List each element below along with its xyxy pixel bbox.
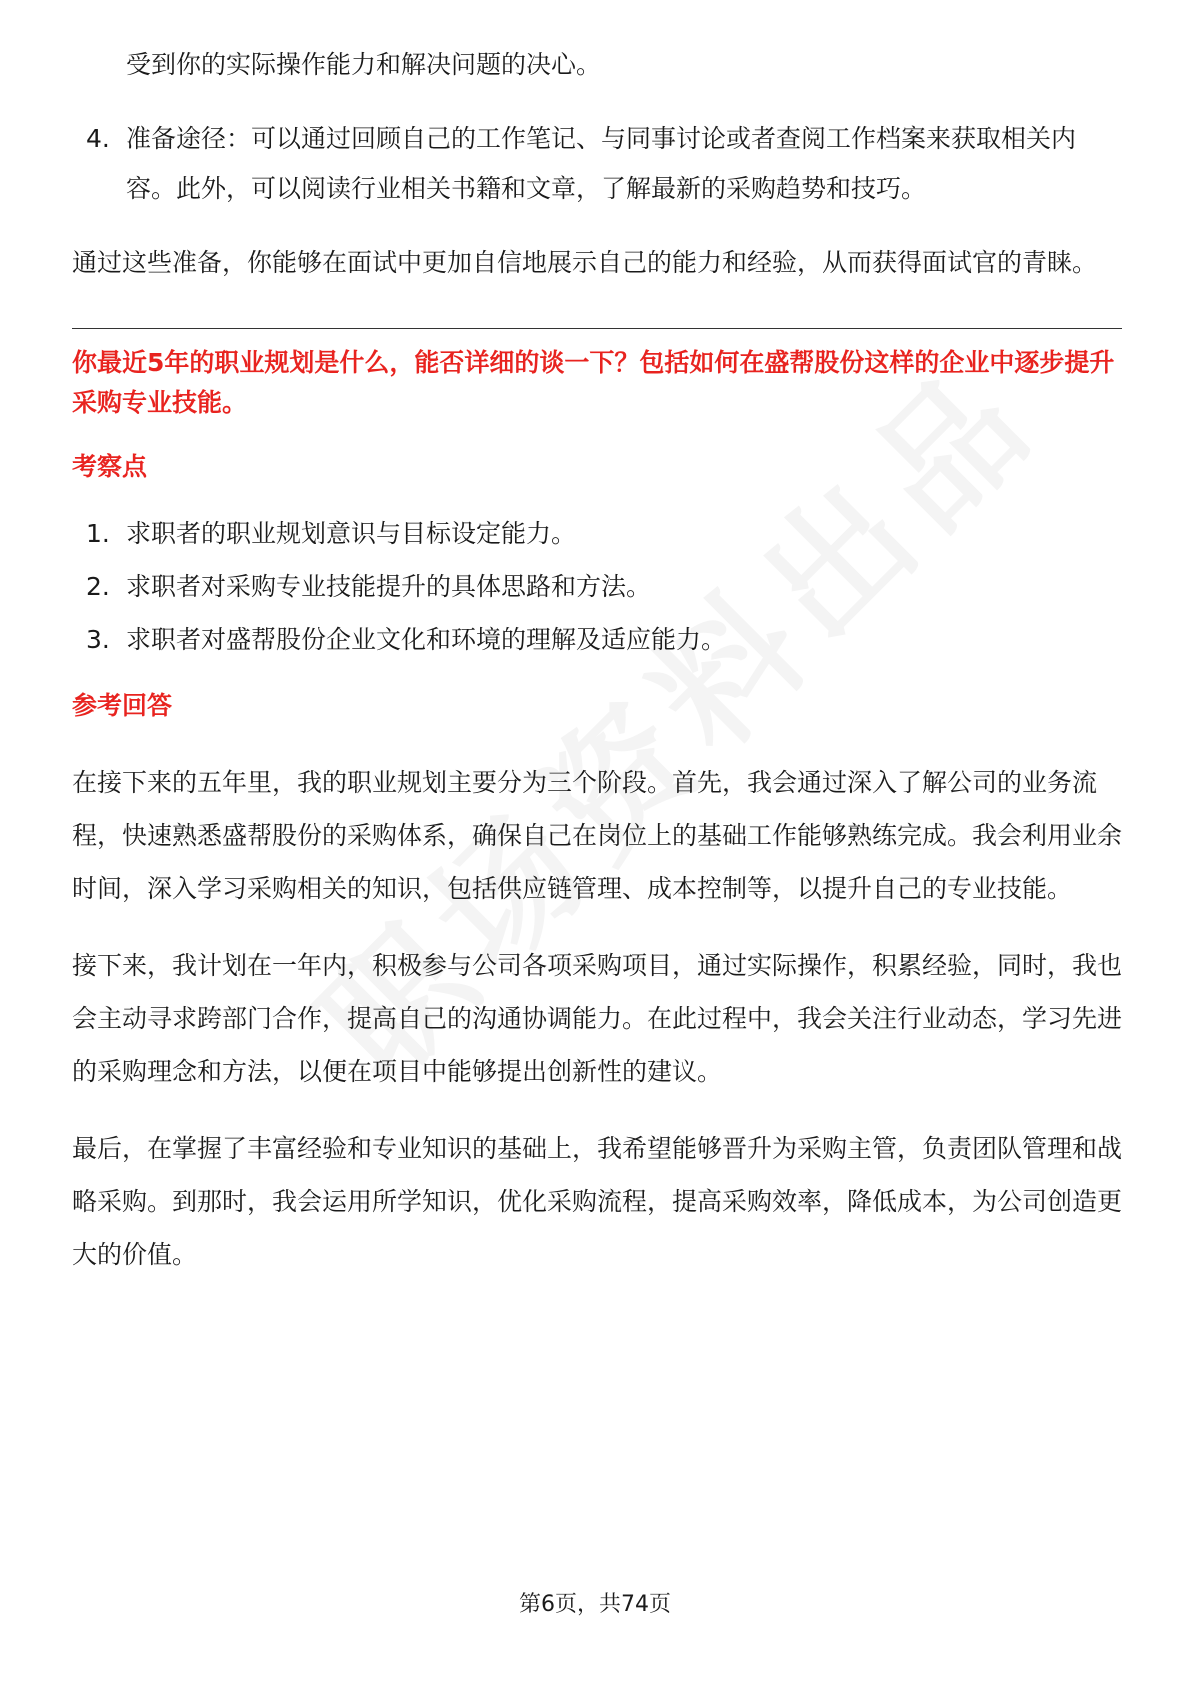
intro-continuation: 受到你的实际操作能力和解决问题的决心。 [126, 50, 602, 79]
list-item [72, 507, 1122, 560]
list-number: 1. [86, 519, 110, 548]
answer-paragraph: 最后，在掌握了丰富经验和专业知识的基础上，我希望能够晋升为采购主管，负责团队管理和战略采购。到那时，我会运用所学知识，优化采购流程，提高采购效率，降低成本，为公司创造更大的价值。 [72, 1134, 1123, 1269]
page-footer: 第6页，共74页 [519, 1592, 671, 1617]
answer-paragraph: 在接下来的五年里，我的职业规划主要分为三个阶段。首先，我会通过深入了解公司的业务流程，快速熟悉盛帮股份的采购体系，确保自己在岗位上的基础工作能够熟练完成。我会利用业余时间，深入学习采购相关的知识，包括供应链管理、成本控制等，以提升自己的专业技能。 [72, 768, 1123, 903]
section-divider [72, 328, 1122, 329]
list-text: 求职者的职业规划意识与目标设定能力。 [126, 519, 577, 548]
list-item [72, 560, 1122, 613]
exam-points-list [72, 507, 1122, 666]
reference-answer-heading: 参考回答 [72, 691, 173, 720]
list-text: 求职者对盛帮股份企业文化和环境的理解及适应能力。 [126, 625, 727, 654]
list-number: 4. [86, 124, 110, 153]
exam-points-heading: 考察点 [72, 452, 148, 481]
prev-list [72, 114, 1122, 214]
conclusion-paragraph: 通过这些准备，你能够在面试中更加自信地展示自己的能力和经验，从而获得面试官的青睐。 [72, 248, 1098, 277]
list-text: 求职者对采购专业技能提升的具体思路和方法。 [126, 572, 652, 601]
answer-paragraph: 接下来，我计划在一年内，积极参与公司各项采购项目，通过实际操作，积累经验，同时，我也会主动寻求跨部门合作，提高自己的沟通协调能力。在此过程中，我会关注行业动态，学习先进的采购理念和方法，以便在项目中能够提出创新性的建议。 [72, 951, 1123, 1086]
question-title: 你最近5年的职业规划是什么，能否详细的谈一下？包括如何在盛帮股份这样的企业中逐步提升采购专业技能。 [72, 348, 1115, 417]
list-item [72, 613, 1122, 666]
list-number: 3. [86, 625, 110, 654]
list-text: 准备途径：可以通过回顾自己的工作笔记、与同事讨论或者查阅工作档案来获取相关内容。此外，可以阅读行业相关书籍和文章，了解最新的采购趋势和技巧。 [126, 124, 1077, 203]
list-item [72, 114, 1122, 214]
list-number: 2. [86, 572, 110, 601]
page-content [72, 40, 1122, 1281]
